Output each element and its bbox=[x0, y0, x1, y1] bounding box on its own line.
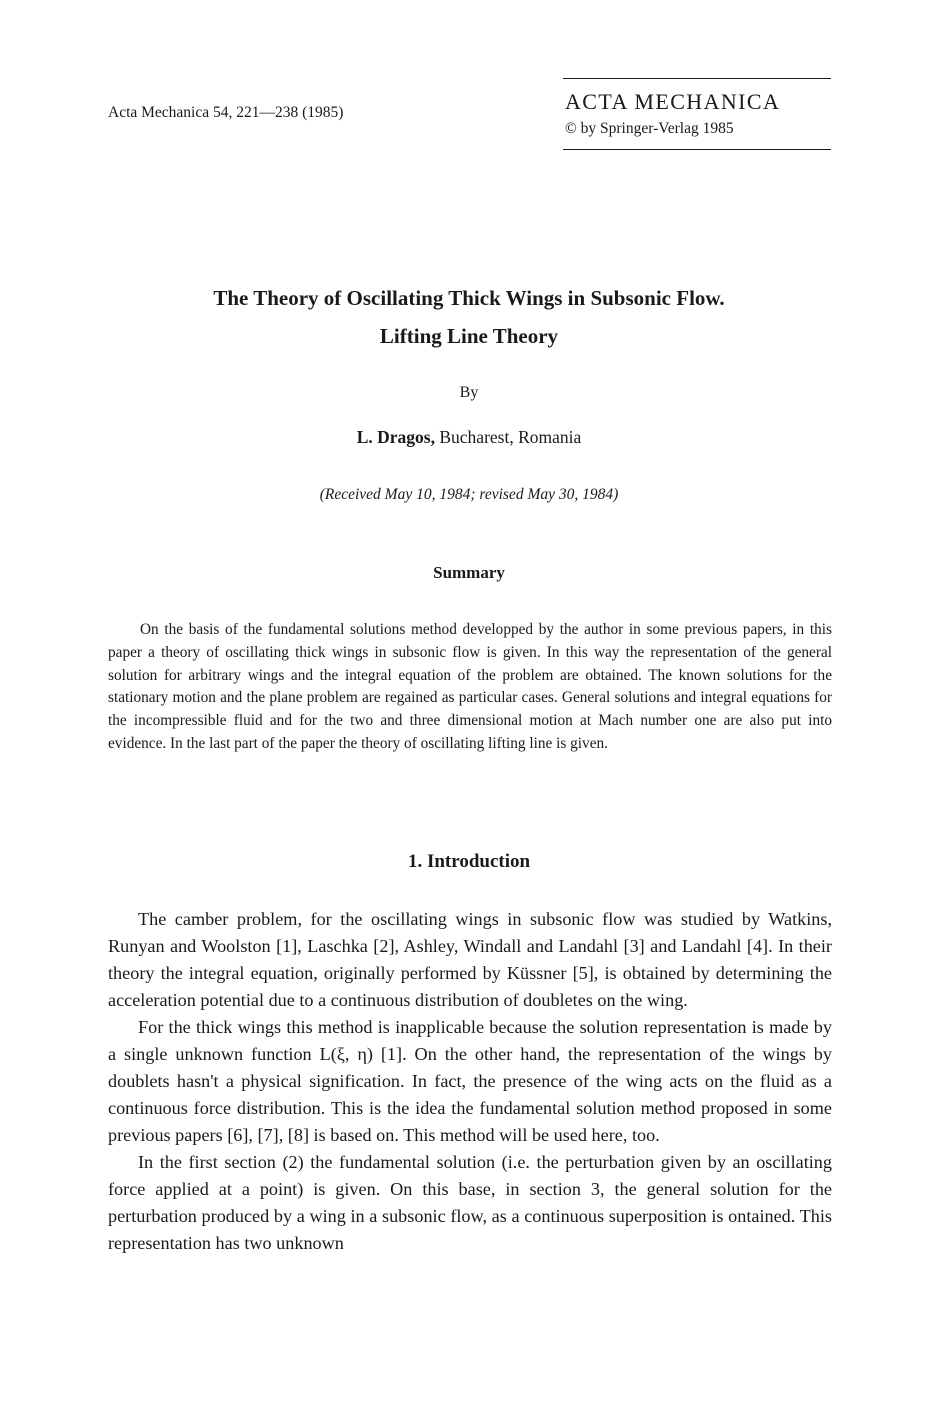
article-title-line-1: The Theory of Oscillating Thick Wings in Subsonic Flow. bbox=[213, 286, 725, 310]
intro-paragraph-1: The camber problem, for the oscillating wings in subsonic flow was studied by Watkins, Runyan and Woolston [1], Laschka [2], Ashley, Windall and Landahl [3] and Landahl [4]. In their theory the integral equation, originally performed by Küssner [5], is obtained by determining the acceleration potential due to a continuous distribution of doubletes on the wing. bbox=[108, 909, 832, 1010]
summary-body bbox=[108, 619, 832, 756]
received-text: (Received May 10, 1984; revised May 30, 1984) bbox=[319, 486, 619, 503]
intro-paragraph-3: In the first section (2) the fundamental solution (i.e. the perturbation given by an oscillating force applied at a point) is given. On this base, in section 3, the general solution for the perturbation produced by a wing in a subsonic flow, as a continuous superposition is ontained. This representation has two unknown bbox=[108, 1152, 832, 1253]
intro-paragraph-2: For the thick wings this method is inapplicable because the solution representation is made by a single unknown function L(ξ, η) [1]. On the other hand, the representation of the wings by doublets hasn't a physical signification. In fact, the presence of the wing acts on the fluid as a continuous force distribution. This is the idea the fundamental solution method proposed in some previous papers [6], [7], [8] is based on. This method will be used here, too. bbox=[108, 1017, 832, 1145]
introduction-heading: 1. Introduction bbox=[407, 851, 531, 872]
by-line: By bbox=[459, 384, 479, 401]
journal-copyright: © by Springer-Verlag 1985 bbox=[565, 120, 734, 137]
summary-heading: Summary bbox=[433, 563, 505, 582]
author-name: L. Dragos, bbox=[356, 427, 435, 447]
author-affiliation: Bucharest, Romania bbox=[434, 427, 582, 447]
introduction-body bbox=[108, 906, 832, 1257]
journal-name: ACTA MECHANICA bbox=[565, 89, 781, 114]
received-dates bbox=[0, 486, 938, 504]
journal-masthead bbox=[563, 78, 831, 150]
journal-citation: Acta Mechanica 54, 221—238 (1985) bbox=[108, 104, 344, 121]
summary-paragraph: On the basis of the fundamental solutions method developped by the author in some previous papers, in this paper a theory of oscillating thick wings in subsonic flow is given. In this way the representation of the general solution for arbitrary wings and the integral equation of the problem are obtained. The known solutions for the stationary motion and the plane problem are regained as particular cases. General solutions and integral equations for the incompressible fluid and for the two and three dimensional motion at Mach number one are also put into evidence. In the last part of the paper the theory of oscillating lifting line is given. bbox=[108, 621, 832, 752]
author-line bbox=[0, 427, 938, 448]
article-title-line-2: Lifting Line Theory bbox=[379, 324, 559, 348]
